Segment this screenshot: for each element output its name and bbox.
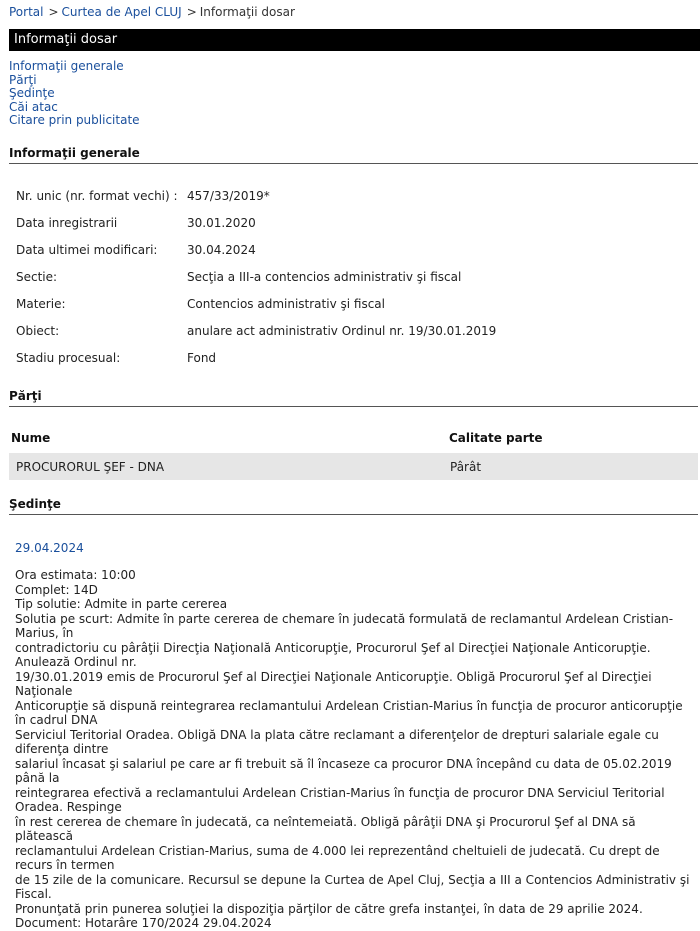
- party-role: Pârât: [450, 460, 482, 474]
- hearing-summary-line: contradictoriu cu pârâţii Direcţia Naţională Anticorupţie, Procurorul Şef al Direcţiei Naţionale Anticorupţie. Anulează Ordinul nr.: [15, 640, 651, 669]
- breadcrumb-current: Informaţii dosar: [199, 5, 295, 19]
- hearings-heading: Şedinţe: [9, 497, 698, 515]
- hearing-summary-line: Solutia pe scurt: Admite în parte cererea de chemare în judecată formulată de reclamantul Ardelean Cristian-Marius, în: [15, 611, 674, 640]
- info-value: Fond: [187, 351, 217, 365]
- info-value: Secţia a III-a contencios administrativ şi fiscal: [187, 270, 462, 284]
- hearing-summary-line: 19/30.01.2019 emis de Procurorul Şef al Direcţiei Naţionale Anticorupţie. Obligă Procurorul Şef al Direcţiei Naţionale: [15, 669, 652, 698]
- hearing-summary-line: salariul încasat şi salariul pe care ar fi trebuit să îl încaseze ca procuror DNA începând cu data de 05.02.2019 până la: [15, 756, 672, 785]
- breadcrumb-portal-link[interactable]: Portal: [9, 5, 44, 19]
- quick-link-parties[interactable]: Părţi: [9, 72, 37, 87]
- breadcrumb-separator: >: [48, 5, 59, 19]
- parties-heading: Părţi: [9, 389, 698, 407]
- parties-column-header-name: Nume: [11, 431, 51, 445]
- info-label: Materie:: [16, 297, 66, 311]
- hearing-solution-type: Tip solutie: Admite in parte cererea: [15, 597, 228, 611]
- breadcrumb: [9, 5, 295, 19]
- section-quick-links: [9, 60, 140, 128]
- party-name: PROCURORUL ŞEF - DNA: [16, 460, 165, 474]
- quick-link-general-info[interactable]: Informaţii generale: [9, 59, 124, 73]
- info-value: 30.01.2020: [187, 216, 256, 230]
- hearing-summary-line: Pronunţată prin punerea soluţiei la dispoziţia părţilor de către grefa instanţei, în data de 29 aprilie 2024.: [15, 901, 643, 916]
- hearing-summary-line: de 15 zile de la comunicare. Recursul se depune la Curtea de Apel Cluj, Secţia a III a Contencios Administrativ şi Fiscal.: [15, 872, 690, 901]
- hearing-summary-line: Anticorupţie să dispună reintegrarea reclamantului Ardelean Cristian-Marius în funcţia de procuror anticorupţie în cadrul DNA: [15, 698, 683, 727]
- info-label: Data ultimei modificari:: [16, 243, 158, 257]
- hearing-summary-line: reintegrarea efectivă a reclamantului Ardelean Cristian-Marius în funcţia de procuror DNA Serviciul Teritorial Oradea. Respinge: [15, 785, 665, 814]
- info-label: Data inregistrarii: [16, 216, 118, 230]
- info-label: Obiect:: [16, 324, 60, 338]
- quick-link-publicity-summons[interactable]: Citare prin publicitate: [9, 113, 140, 127]
- info-value: Contencios administrativ şi fiscal: [187, 297, 385, 311]
- quick-link-appeals[interactable]: Căi atac: [9, 99, 58, 114]
- page-title-bar: [9, 29, 700, 51]
- hearing-panel: Complet: 14D: [15, 582, 98, 597]
- hearing-date: 29.04.2024: [15, 541, 84, 555]
- info-label: Sectie:: [16, 270, 58, 284]
- hearing-summary-line: Serviciul Teritorial Oradea. Obligă DNA la plata către reclamant a diferenţelor de drepturi salariale egale cu diferenţa dintre: [15, 727, 659, 756]
- info-value: anulare act administrativ Ordinul nr. 19/30.01.2019: [187, 324, 497, 338]
- hearing-time: Ora estimata: 10:00: [15, 568, 136, 582]
- info-value: 457/33/2019*: [187, 189, 270, 203]
- hearing-summary-line: reclamantului Ardelean Cristian-Marius, suma de 4.000 lei reprezentând cheltuieli de judecată. Cu drept de recurs în termen: [15, 843, 660, 872]
- general-info-heading: Informaţii generale: [9, 146, 698, 164]
- page-title: Informaţii dosar: [14, 32, 118, 47]
- hearing-summary-line: în rest cererea de chemare în judecată, ca neîntemeiată. Obligă pârâţii DNA şi Procurorul Şef al DNA să plătească: [15, 814, 636, 843]
- breadcrumb-court-link[interactable]: Curtea de Apel CLUJ: [61, 5, 182, 19]
- hearing-document: Document: Hotarâre 170/2024 29.04.2024: [15, 916, 272, 930]
- quick-link-hearings[interactable]: Şedinţe: [9, 86, 55, 100]
- info-label: Nr. unic (nr. format vechi) :: [16, 189, 178, 203]
- info-label: Stadiu procesual:: [16, 351, 121, 365]
- parties-column-header-role: Calitate parte: [449, 431, 543, 445]
- table-row: [9, 453, 698, 480]
- info-value: 30.04.2024: [187, 243, 256, 257]
- breadcrumb-separator: >: [186, 5, 197, 19]
- hearing-details: [15, 568, 695, 931]
